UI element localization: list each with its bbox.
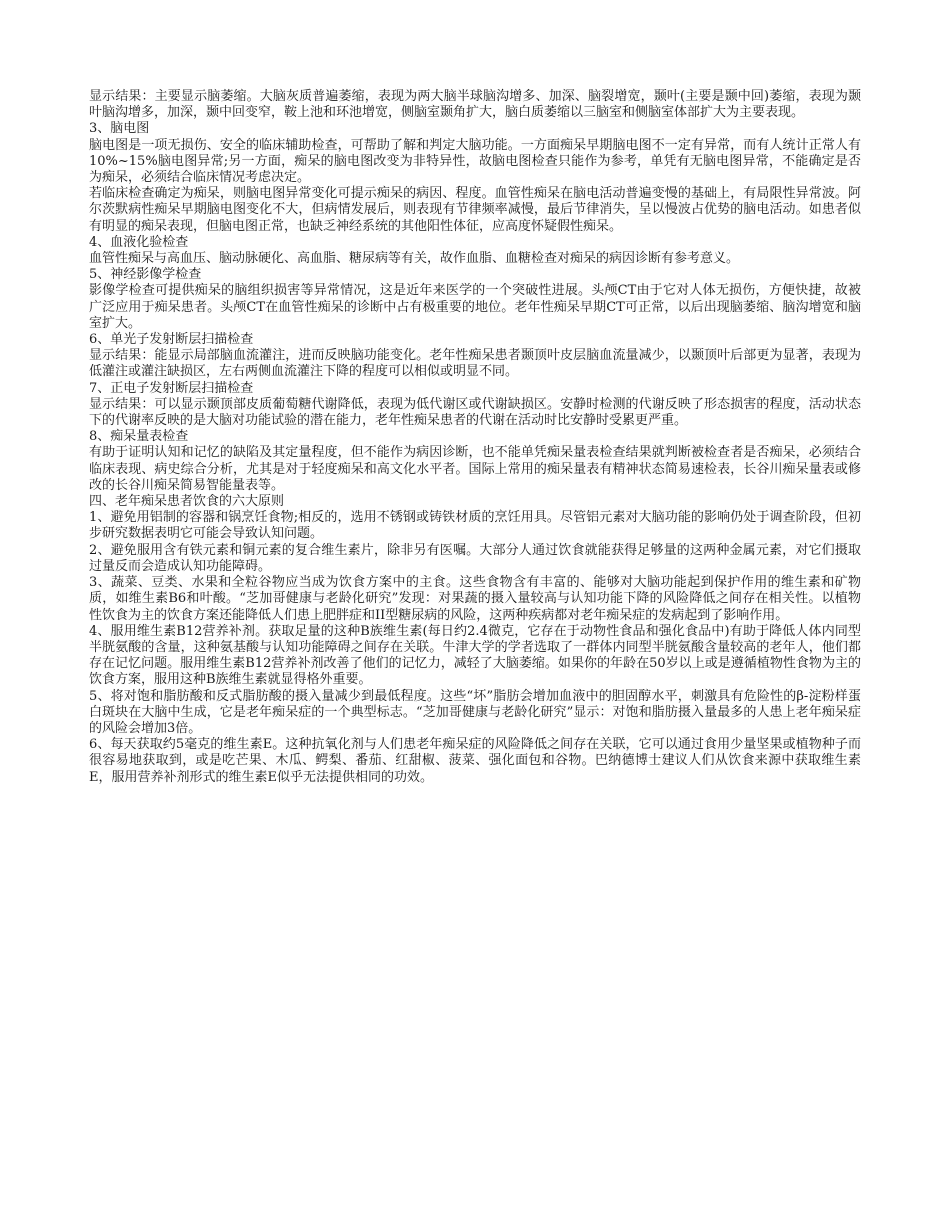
section-heading-neuroimaging: 5、神经影像学检查 <box>89 267 202 283</box>
list-item-diet-4: 4、服用维生素B12营养补剂。获取足量的这种B族维生素(每日约2.4微克，它存在于动物性食品和强化食品中)有助于降低人体内同型半胱氨酸的含量，这种氨基酸与认知功能障碍之间存在关联。牛津大学的学者选取了一群体内同型半胱氨酸含量较高的老年人，他们都存在记忆问题。服用维生素B12营养补剂改善了他们的记忆力，减轻了大脑萎缩。如果你的年龄在50岁以上或是遵循植物性食物为主的饮食方案，服用这种B族维生素就显得格外重要。 <box>89 623 861 688</box>
section-heading-eeg: 3、脑电图 <box>89 121 150 137</box>
paragraph-eeg-intro: 脑电图是一项无损伤、安全的临床辅助检查，可帮助了解和判定大脑功能。一方面痴呆早期脑电图不一定有异常，而有人统计正常人有10%~15%脑电图异常;另一方面，痴呆的脑电图改变为非特异性，故脑电图检查只能作为参考，单凭有无脑电图异常，不能确定是否为痴呆，必须结合临床情况考虑决定。 <box>89 137 861 186</box>
section-heading-spect: 6、单光子发射断层扫描检查 <box>89 332 254 348</box>
list-item-diet-2: 2、避免服用含有铁元素和铜元素的复合维生素片，除非另有医嘱。大部分人通过饮食就能获得足够量的这两种金属元素，对它们摄取过量反而会造成认知功能障碍。 <box>89 542 861 574</box>
list-item-diet-5: 5、将对饱和脂肪酸和反式脂肪酸的摄入量减少到最低程度。这些“坏”脂肪会增加血液中的胆固醇水平，刺激具有危险性的β-淀粉样蛋白斑块在大脑中生成，它是老年痴呆症的一个典型标志。“芝加哥健康与老龄化研究”显示：对饱和脂肪摄入量最多的人患上老年痴呆症的风险会增加3倍。 <box>89 688 861 736</box>
section-heading-dementia-scale: 8、痴呆量表检查 <box>89 429 189 445</box>
list-item-diet-1: 1、避免用铝制的容器和锅烹饪食物;相反的，选用不锈钢或铸铁材质的烹饪用具。尽管铝元素对大脑功能的影响仍处于调查阶段，但初步研究数据表明它可能会导致认知问题。 <box>89 510 861 542</box>
paragraph-dementia-scale: 有助于证明认知和记忆的缺陷及其定量程度，但不能作为病因诊断，也不能单凭痴呆量表检查结果就判断被检查者是否痴呆，必须结合临床表现、病史综合分析，尤其是对于轻度痴呆和高文化水平者。国际上常用的痴呆量表有精神状态简易速检表，长谷川痴呆量表或修改的长谷川痴呆简易智能量表等。 <box>89 445 861 493</box>
section-heading-pet: 7、正电子发射断层扫描检查 <box>89 380 254 396</box>
section-heading-diet-principles: 四、老年痴呆患者饮食的六大原则 <box>89 494 285 510</box>
paragraph-neuroimaging: 影像学检查可提供痴呆的脑组织损害等异常情况，这是近年来医学的一个突破性进展。头颅CT由于它对人体无损伤，方便快捷，故被广泛应用于痴呆患者。头颅CT在血管性痴呆的诊断中占有极重要的地位。老年性痴呆早期CT可正常，以后出现脑萎缩、脑沟增宽和脑室扩大。 <box>89 283 861 331</box>
paragraph-pet: 显示结果：可以显示颞顶部皮质葡萄糖代谢降低，表现为低代谢区或代谢缺损区。安静时检测的代谢反映了形态损害的程度，活动状态下的代谢率反映的是大脑对功能试验的潜在能力，老年性痴呆患者的代谢在活动时比安静时受累更严重。 <box>89 396 861 429</box>
list-item-diet-3: 3、蔬菜、豆类、水果和全粒谷物应当成为饮食方案中的主食。这些食物含有丰富的、能够对大脑功能起到保护作用的维生素和矿物质，如维生素B6和叶酸。“芝加哥健康与老龄化研究”发现：对果蔬的摄入量较高与认知功能下降的风险降低之间存在相关性。以植物性饮食为主的饮食方案还能降低人们患上肥胖症和II型糖尿病的风险，这两种疾病都对老年痴呆症的发病起到了影响作用。 <box>89 575 861 623</box>
paragraph-mri-result: 显示结果：主要显示脑萎缩。大脑灰质普遍萎缩，表现为两大脑半球脑沟增多、加深、脑裂增宽，颞叶(主要是颞中回)萎缩，表现为颞叶脑沟增多，加深，颞中回变窄，鞍上池和环池增宽，侧脑室颞角扩大，脑白质萎缩以三脑室和侧脑室体部扩大为主要表现。 <box>89 89 861 121</box>
section-heading-blood-test: 4、血液化验检查 <box>89 234 189 250</box>
paragraph-eeg-detail: 若临床检查确定为痴呆，则脑电图异常变化可提示痴呆的病因、程度。血管性痴呆在脑电活动普遍变慢的基础上，有局限性异常波。阿尔茨默病性痴呆早期脑电图变化不大，但病情发展后，则表现有节律频率减慢，最后节律消失，呈以慢波占优势的脑电活动。如患者似有明显的痴呆表现，但脑电图正常，也缺乏神经系统的其他阳性体征，应高度怀疑假性痴呆。 <box>89 186 861 234</box>
paragraph-blood-test: 血管性痴呆与高血压、脑动脉硬化、高血脂、糖尿病等有关，故作血脂、血糖检查对痴呆的病因诊断有参考意义。 <box>89 251 740 267</box>
paragraph-spect: 显示结果：能显示局部脑血流灌注，进而反映脑功能变化。老年性痴呆患者颞顶叶皮层脑血流量减少，以颞顶叶后部更为显著，表现为低灌注或灌注缺损区，左右两侧血流灌注下降的程度可以相似或明显不同。 <box>89 348 861 380</box>
document-body <box>89 89 861 786</box>
list-item-diet-6: 6、每天获取约5毫克的维生素E。这种抗氧化剂与人们患老年痴呆症的风险降低之间存在关联，它可以通过食用少量坚果或植物种子而很容易地获取到，或是吃芒果、木瓜、鳄梨、番茄、红甜椒、菠菜、强化面包和谷物。巴纳德博士建议人们从饮食来源中获取维生素E，服用营养补剂形式的维生素E似乎无法提供相同的功效。 <box>89 737 861 785</box>
